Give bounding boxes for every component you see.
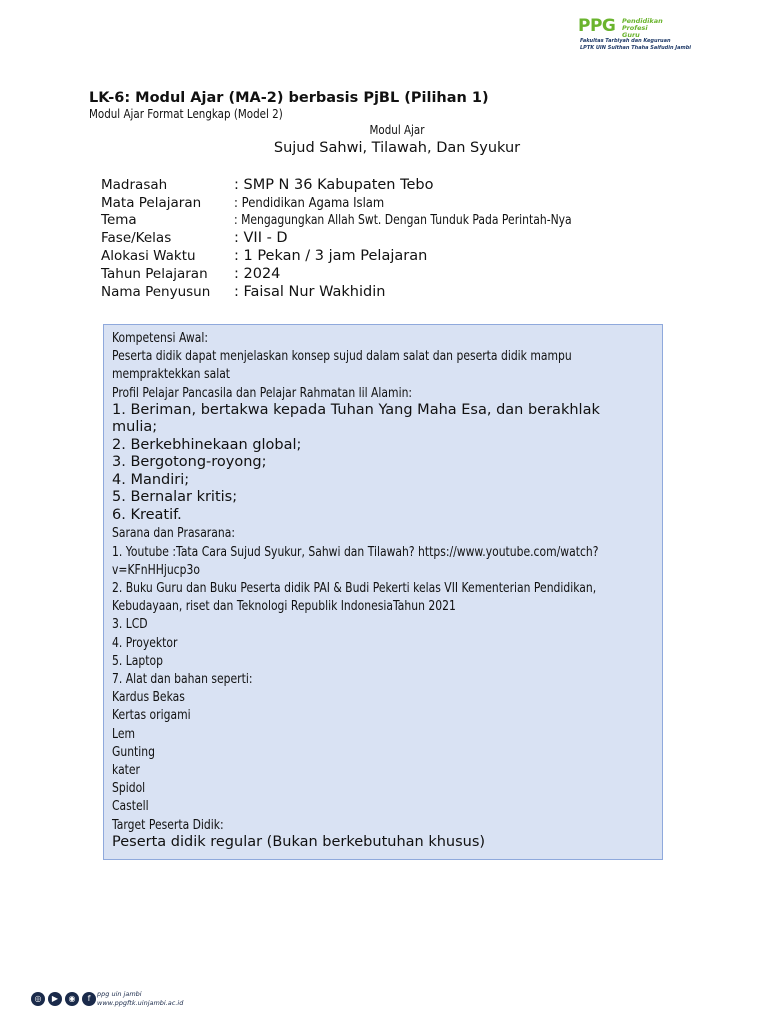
info-label: Madrasah [101, 176, 168, 193]
document-subtitle: Modul Ajar Format Lengkap (Model 2) [89, 107, 283, 121]
logo-side-line: Guru [622, 31, 640, 39]
profil-item: 5. Bernalar kritis; [112, 489, 238, 506]
sarana-item: v=KFnHHjucp3o [112, 561, 200, 578]
kompetensi-heading: Kompetensi Awal: [112, 330, 208, 346]
instagram-icon[interactable]: ◉ [65, 992, 79, 1006]
module-title: Sujud Sahwi, Tilawah, Dan Syukur [273, 140, 521, 156]
logo-subtitle-university: LPTK UIN Sulthan Thaha Saifudin Jambi [580, 45, 691, 51]
profil-item: 3. Bergotong-royong; [112, 454, 267, 471]
info-value: : 2024 [234, 265, 281, 282]
kompetensi-text: mempraktekkan salat [112, 366, 231, 383]
footer-website-link[interactable]: www.ppgftk.uinjambi.ac.id [97, 999, 184, 1007]
bahan-item: Kertas origami [112, 707, 191, 724]
sarana-item: 2. Buku Guru dan Buku Peserta didik PAI & Budi Pekerti kelas VII Kementerian Pendidikan, [112, 579, 597, 596]
target-heading: Target Peserta Didik: [112, 816, 224, 833]
info-label: Nama Penyusun [101, 283, 211, 300]
target-value: Peserta didik regular (Bukan berkebutuhan khusus) [112, 833, 486, 850]
bahan-item: kater [112, 761, 141, 778]
info-value: : VII - D [234, 230, 288, 247]
info-label: Fase/Kelas [101, 230, 172, 247]
profil-item: mulia; [112, 419, 158, 436]
info-label: Alokasi Waktu [101, 248, 196, 265]
info-value: : Pendidikan Agama Islam [234, 194, 385, 211]
identity-info [101, 176, 661, 301]
info-row-fase-kelas [101, 229, 661, 247]
profil-item: 4. Mandiri; [112, 471, 190, 488]
profil-item: 2. Berkebhinekaan global; [112, 436, 302, 453]
bahan-item: Kardus Bekas [112, 689, 185, 706]
sarana-heading: Sarana dan Prasarana: [112, 525, 235, 542]
ppg-logo [578, 16, 698, 56]
kompetensi-text: Peserta didik dapat menjelaskan konsep sujud dalam salat dan peserta didik mampu [112, 348, 572, 365]
info-label: Tahun Pelajaran [101, 265, 208, 282]
info-row-tahun-pelajaran [101, 265, 661, 283]
info-row-madrasah [101, 176, 661, 194]
info-value: : Faisal Nur Wakhidin [234, 283, 386, 300]
bahan-item: Gunting [112, 743, 155, 760]
module-label: Modul Ajar [369, 123, 425, 137]
logo-subtitle-faculty: Fakultas Tarbiyah dan Keguruan [580, 38, 671, 44]
bahan-item: Castell [112, 798, 149, 815]
info-label: Mata Pelajaran [101, 194, 202, 211]
sarana-item: 5. Laptop [112, 652, 163, 669]
profil-item: 1. Beriman, bertakwa kepada Tuhan Yang Maha Esa, dan berakhlak [112, 401, 600, 418]
profil-item: 6. Kreatif. [112, 506, 182, 523]
bahan-item: Spidol [112, 780, 146, 797]
info-value: : SMP N 36 Kabupaten Tebo [234, 176, 434, 193]
profil-heading: Profil Pelajar Pancasila dan Pelajar Rahmatan lil Alamin: [112, 384, 413, 401]
logo-side-text [622, 18, 663, 39]
facebook-icon[interactable]: f [82, 992, 96, 1006]
info-row-alokasi-waktu [101, 247, 661, 265]
logo-ppg-text: PPG [578, 16, 616, 36]
globe-icon[interactable]: ◎ [31, 992, 45, 1006]
logo-side-line: Profesi [622, 24, 648, 32]
bahan-item: Lem [112, 725, 135, 742]
sarana-item: 4. Proyektor [112, 634, 178, 651]
sarana-item: Kebudayaan, riset dan Teknologi Republik IndonesiaTahun 2021 [112, 598, 456, 615]
sarana-item: 3. LCD [112, 616, 148, 633]
info-row-tema [101, 212, 661, 230]
content-box-body [112, 329, 732, 851]
logo-side-line: Pendidikan [622, 17, 663, 25]
info-row-nama-penyusun [101, 283, 661, 301]
youtube-icon[interactable]: ▶ [48, 992, 62, 1006]
document-title: LK-6: Modul Ajar (MA-2) berbasis PjBL (Pilihan 1) [89, 90, 489, 106]
footer-social [31, 990, 191, 1010]
sarana-item: 1. Youtube :Tata Cara Sujud Syukur, Sahwi dan Tilawah? https://www.youtube.com/watch? [112, 543, 599, 560]
info-value: : Mengagungkan Allah Swt. Dengan Tunduk Pada Perintah-Nya [234, 212, 572, 229]
info-row-mata-pelajaran [101, 194, 661, 212]
footer-handle: ppg uin jambi [97, 990, 142, 998]
content-box [103, 324, 663, 860]
info-value: : 1 Pekan / 3 jam Pelajaran [234, 248, 428, 265]
info-label: Tema [101, 212, 137, 229]
sarana-item: 7. Alat dan bahan seperti: [112, 670, 253, 687]
